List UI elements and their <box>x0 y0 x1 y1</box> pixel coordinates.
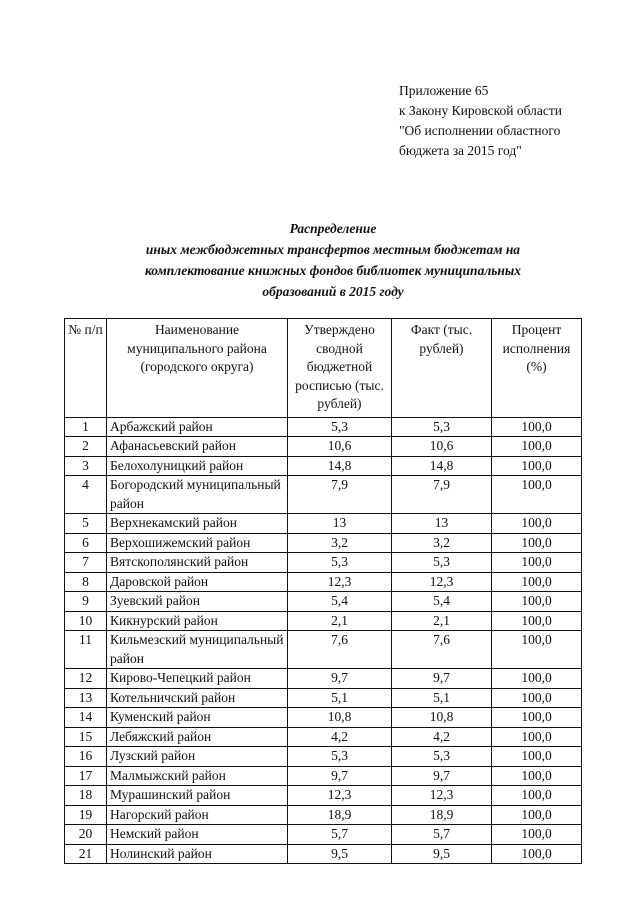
row-number: 4 <box>65 476 107 514</box>
row-fact: 10,8 <box>392 708 492 728</box>
row-approved: 13 <box>288 514 392 534</box>
row-fact: 18,9 <box>392 805 492 825</box>
row-municipality-name: Белохолуницкий район <box>107 456 288 476</box>
table-row <box>65 844 582 864</box>
row-approved: 10,8 <box>288 708 392 728</box>
row-fact: 2,1 <box>392 611 492 631</box>
header-approved: Утверждено сводной бюджетной росписью (тыс. рублей) <box>288 319 392 418</box>
table-row <box>65 727 582 747</box>
table-body <box>65 417 582 864</box>
row-approved: 5,7 <box>288 825 392 845</box>
title-line: иных межбюджетных трансфертов местным бюджетам на <box>145 242 521 257</box>
row-municipality-name: Кирово-Чепецкий район <box>107 669 288 689</box>
appendix-line: "Об исполнении областного <box>399 123 561 138</box>
appendix-note <box>399 81 562 161</box>
table-row <box>65 456 582 476</box>
table-row <box>65 514 582 534</box>
table-header-row <box>65 319 582 418</box>
row-approved: 9,7 <box>288 669 392 689</box>
row-fact: 13 <box>392 514 492 534</box>
row-approved: 5,4 <box>288 592 392 612</box>
title-line: образований в 2015 году <box>262 284 404 299</box>
row-fact: 12,3 <box>392 786 492 806</box>
row-approved: 9,7 <box>288 766 392 786</box>
row-approved: 5,1 <box>288 688 392 708</box>
header-fact: Факт (тыс. рублей) <box>392 319 492 418</box>
row-number: 18 <box>65 786 107 806</box>
row-municipality-name: Куменский район <box>107 708 288 728</box>
row-number: 20 <box>65 825 107 845</box>
row-number: 12 <box>65 669 107 689</box>
transfers-table <box>64 318 582 864</box>
row-approved: 3,2 <box>288 533 392 553</box>
row-approved: 9,5 <box>288 844 392 864</box>
row-municipality-name: Кильмезский муниципальный район <box>107 631 288 669</box>
row-percent: 100,0 <box>492 825 582 845</box>
row-number: 19 <box>65 805 107 825</box>
row-percent: 100,0 <box>492 747 582 767</box>
row-percent: 100,0 <box>492 592 582 612</box>
row-municipality-name: Лузский район <box>107 747 288 767</box>
row-fact: 12,3 <box>392 572 492 592</box>
row-percent: 100,0 <box>492 514 582 534</box>
table-row <box>65 437 582 457</box>
row-approved: 12,3 <box>288 786 392 806</box>
row-fact: 5,4 <box>392 592 492 612</box>
title-line: Распределение <box>289 221 377 236</box>
row-fact: 5,3 <box>392 553 492 573</box>
row-percent: 100,0 <box>492 727 582 747</box>
row-fact: 9,7 <box>392 669 492 689</box>
row-approved: 12,3 <box>288 572 392 592</box>
table-row <box>65 688 582 708</box>
row-approved: 5,3 <box>288 747 392 767</box>
row-fact: 4,2 <box>392 727 492 747</box>
row-municipality-name: Вятскополянский район <box>107 553 288 573</box>
row-number: 7 <box>65 553 107 573</box>
appendix-line: к Закону Кировской области <box>399 103 563 118</box>
row-number: 5 <box>65 514 107 534</box>
row-number: 15 <box>65 727 107 747</box>
row-fact: 10,6 <box>392 437 492 457</box>
appendix-line: Приложение 65 <box>399 83 489 98</box>
row-municipality-name: Богородский муниципальный район <box>107 476 288 514</box>
row-number: 3 <box>65 456 107 476</box>
row-percent: 100,0 <box>492 844 582 864</box>
row-approved: 4,2 <box>288 727 392 747</box>
row-percent: 100,0 <box>492 417 582 437</box>
row-municipality-name: Малмыжский район <box>107 766 288 786</box>
row-approved: 5,3 <box>288 417 392 437</box>
row-percent: 100,0 <box>492 708 582 728</box>
row-municipality-name: Кикнурский район <box>107 611 288 631</box>
row-percent: 100,0 <box>492 456 582 476</box>
row-fact: 5,3 <box>392 417 492 437</box>
row-fact: 7,6 <box>392 631 492 669</box>
row-number: 9 <box>65 592 107 612</box>
appendix-line: бюджета за 2015 год" <box>399 143 522 158</box>
row-percent: 100,0 <box>492 688 582 708</box>
row-approved: 18,9 <box>288 805 392 825</box>
row-approved: 7,6 <box>288 631 392 669</box>
table-row <box>65 766 582 786</box>
row-municipality-name: Мурашинский район <box>107 786 288 806</box>
row-municipality-name: Даровской район <box>107 572 288 592</box>
row-approved: 14,8 <box>288 456 392 476</box>
table-row <box>65 572 582 592</box>
row-fact: 3,2 <box>392 533 492 553</box>
row-number: 16 <box>65 747 107 767</box>
header-number: № п/п <box>65 319 107 418</box>
row-number: 2 <box>65 437 107 457</box>
row-percent: 100,0 <box>492 611 582 631</box>
row-percent: 100,0 <box>492 786 582 806</box>
row-municipality-name: Арбажский район <box>107 417 288 437</box>
table-row <box>65 786 582 806</box>
row-fact: 9,5 <box>392 844 492 864</box>
table-row <box>65 747 582 767</box>
header-percent: Процент исполнения (%) <box>492 319 582 418</box>
row-approved: 2,1 <box>288 611 392 631</box>
row-approved: 10,6 <box>288 437 392 457</box>
row-number: 17 <box>65 766 107 786</box>
table-row <box>65 708 582 728</box>
row-fact: 9,7 <box>392 766 492 786</box>
table-row <box>65 669 582 689</box>
row-percent: 100,0 <box>492 805 582 825</box>
row-number: 1 <box>65 417 107 437</box>
row-municipality-name: Лебяжский район <box>107 727 288 747</box>
row-municipality-name: Зуевский район <box>107 592 288 612</box>
row-number: 14 <box>65 708 107 728</box>
row-number: 13 <box>65 688 107 708</box>
table-row <box>65 611 582 631</box>
table-row <box>65 417 582 437</box>
table-row <box>65 553 582 573</box>
row-municipality-name: Нолинский район <box>107 844 288 864</box>
row-percent: 100,0 <box>492 766 582 786</box>
document-title <box>100 218 566 302</box>
row-municipality-name: Немский район <box>107 825 288 845</box>
row-municipality-name: Верхошижемский район <box>107 533 288 553</box>
table-row <box>65 631 582 669</box>
row-percent: 100,0 <box>492 437 582 457</box>
table-row <box>65 533 582 553</box>
row-fact: 5,1 <box>392 688 492 708</box>
row-number: 11 <box>65 631 107 669</box>
row-approved: 5,3 <box>288 553 392 573</box>
row-percent: 100,0 <box>492 533 582 553</box>
row-municipality-name: Котельничский район <box>107 688 288 708</box>
row-fact: 14,8 <box>392 456 492 476</box>
table-row <box>65 805 582 825</box>
row-number: 6 <box>65 533 107 553</box>
row-fact: 5,3 <box>392 747 492 767</box>
row-percent: 100,0 <box>492 553 582 573</box>
row-municipality-name: Верхнекамский район <box>107 514 288 534</box>
header-name: Наименование муниципального района (городского округа) <box>107 319 288 418</box>
row-percent: 100,0 <box>492 572 582 592</box>
title-line: комплектование книжных фондов библиотек муниципальных <box>144 263 522 278</box>
row-percent: 100,0 <box>492 476 582 514</box>
row-number: 8 <box>65 572 107 592</box>
row-approved: 7,9 <box>288 476 392 514</box>
table-row <box>65 476 582 514</box>
row-fact: 7,9 <box>392 476 492 514</box>
row-municipality-name: Афанасьевский район <box>107 437 288 457</box>
row-municipality-name: Нагорский район <box>107 805 288 825</box>
row-number: 21 <box>65 844 107 864</box>
row-fact: 5,7 <box>392 825 492 845</box>
row-percent: 100,0 <box>492 669 582 689</box>
table-row <box>65 592 582 612</box>
row-percent: 100,0 <box>492 631 582 669</box>
row-number: 10 <box>65 611 107 631</box>
table-row <box>65 825 582 845</box>
